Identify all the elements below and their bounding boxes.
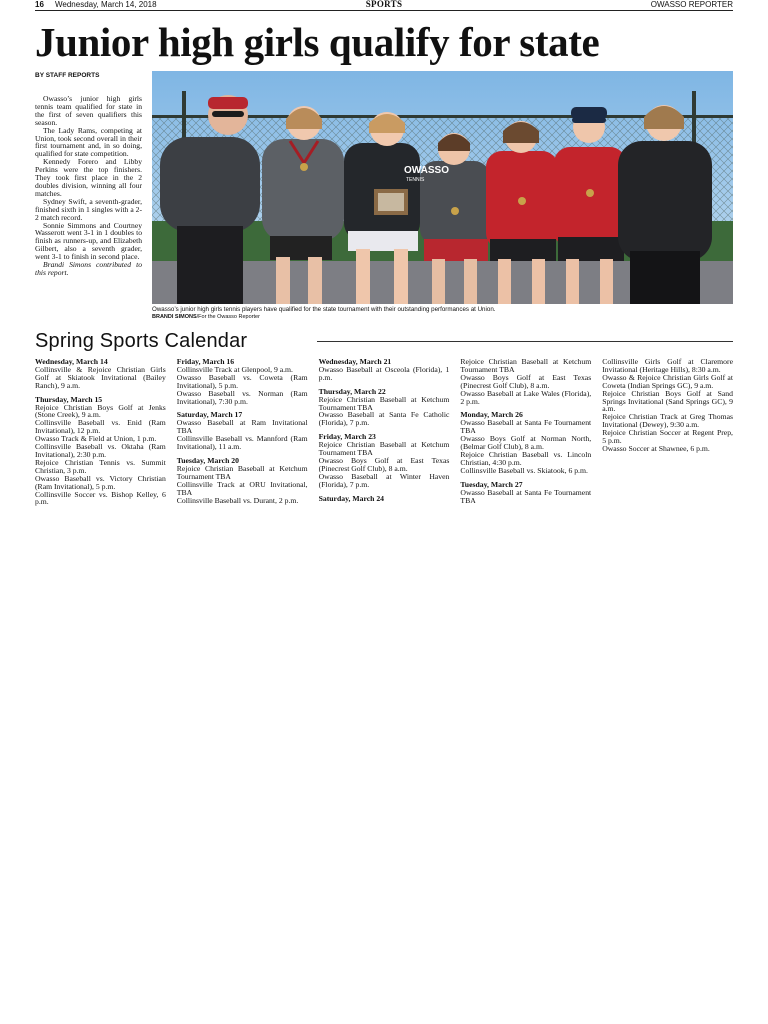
issue-date: Wednesday, March 14, 2018 xyxy=(55,0,157,9)
photo-caption: Owasso’s junior high girls tennis players have qualified for the state tournament with their outstanding performances at Union. xyxy=(152,306,496,313)
calendar-date: Wednesday, March 21 xyxy=(318,357,392,366)
calendar-event: Owasso Baseball at Santa Fe Tournament TBA xyxy=(460,487,592,505)
calendar-event: Owasso Boys Golf at East Texas (Pinecrest Golf Club), 8 a.m. xyxy=(318,455,450,473)
jersey-subtext: TENNIS xyxy=(406,177,425,183)
calendar-event: Owasso Baseball at Osceola (Florida), 1 p.m. xyxy=(318,364,450,382)
calendar-date: Friday, March 23 xyxy=(318,432,376,442)
calendar-date: Tuesday, March 20 xyxy=(176,455,239,465)
calendar-event: Owasso Track & Field at Union, 1 p.m. xyxy=(35,434,157,444)
photographer-name: BRANDI SIMONS xyxy=(152,314,197,320)
calendar-event: Rejoice Christian Baseball at Ketchum Tournament TBA xyxy=(460,357,592,374)
calendar-date: Thursday, March 22 xyxy=(318,386,386,396)
article-paragraph: The Lady Rams, competing at Union, took second overall in their first tournament and, in so doing, qualified for state competition. xyxy=(35,125,142,159)
calendar-event: Collinsville Track at ORU Invitational, TBA xyxy=(176,479,308,497)
calendar-date: Friday, March 16 xyxy=(176,357,235,366)
calendar-date: Monday, March 26 xyxy=(460,410,523,420)
calendar-event: Collinsville Baseball vs. Durant, 2 p.m. xyxy=(176,495,299,505)
calendar-event: Collinsville Baseball vs. Skiatook, 6 p.m. xyxy=(460,465,588,475)
calendar-event: Collinsville Baseball vs. Mannford (Ram Invitational), 11 a.m. xyxy=(176,434,308,452)
article-paragraph: Sonnie Simmons and Courtney Wasserott went 3-1 in 1 doubles to finish as runners-up, and Elizabeth Gilbert, also a seventh grader, went 3-1 to finish in second place. xyxy=(35,220,142,262)
article-paragraph: Sydney Swift, a seventh-grader, finished sixth in 1 singles with a 2-2 match record. xyxy=(35,196,142,222)
calendar-event: Rejoice Christian Track at Greg Thomas Invitational (Dewey), 9:30 a.m. xyxy=(602,412,733,430)
team-photo xyxy=(152,71,733,304)
calendar-event: Collinsville Track at Glenpool, 9 a.m. xyxy=(176,364,293,374)
calendar-event: Rejoice Christian Soccer at Regent Prep, 5 p.m. xyxy=(602,428,733,446)
heading-rule xyxy=(317,341,733,342)
calendar-event: Owasso Baseball at Winter Haven (Florida), 7 p.m. xyxy=(318,471,450,489)
calendar-event: Rejoice Christian Baseball at Ketchum Tournament TBA xyxy=(318,440,450,458)
calendar-date: Saturday, March 17 xyxy=(176,410,243,420)
calendar-event: Owasso Boys Golf at East Texas (Pinecrest Golf Club), 8 a.m. xyxy=(460,372,592,390)
calendar-event: Owasso Baseball at Santa Fe Catholic (Florida), 7 p.m. xyxy=(318,410,450,428)
byline: BY STAFF REPORTS xyxy=(35,72,100,79)
calendar-event: Owasso Baseball vs. Norman (Ram Invitational), 7:30 p.m. xyxy=(176,388,308,406)
contributor-note: Brandi Simons contributed to this report. xyxy=(35,260,142,277)
photographer-affiliation: /For the Owasso Reporter xyxy=(196,314,260,320)
calendar-event: Owasso Soccer at Shawnee, 6 p.m. xyxy=(602,443,710,453)
calendar-event: Rejoice Christian Baseball at Ketchum Tournament TBA xyxy=(318,394,450,412)
calendar-event: Owasso Baseball at Ram Invitational TBA xyxy=(176,418,308,436)
calendar-date: Saturday, March 24 xyxy=(318,493,385,503)
calendar-event: Collinsville Baseball vs. Enid (Ram Invitational), 12 p.m. xyxy=(35,418,166,436)
article-paragraph: Owasso’s junior high girls tennis team qualified for state in the first of seven qualifiers this season. xyxy=(35,94,142,127)
headline: Junior high girls qualify for state xyxy=(35,19,600,65)
calendar-date: Thursday, March 15 xyxy=(35,394,103,404)
publication-name: OWASSO REPORTER xyxy=(650,0,733,9)
article-paragraph: Kennedy Forero and Libby Perkins were the top finishers. They took first place in the 2 doubles division, winning all four matches. xyxy=(35,157,142,198)
calendar-event: Owasso Baseball at Lake Wales (Florida), 2 p.m. xyxy=(460,388,592,406)
calendar-heading xyxy=(35,329,733,353)
calendar-event: Collinsville Soccer vs. Bishop Kelley, 6 p.m. xyxy=(35,489,166,507)
photo-credit xyxy=(152,314,733,320)
team-photo-illustration xyxy=(152,71,733,304)
calendar-event: Collinsville Baseball vs. Oktaha (Ram Invitational), 2:30 p.m. xyxy=(35,442,166,459)
calendar-event: Owasso Boys Golf at Norman North, (Belmar Golf Club), 8 a.m. xyxy=(460,434,592,452)
calendar-date: Wednesday, March 14 xyxy=(35,357,108,366)
calendar-title: Spring Sports Calendar xyxy=(35,329,255,353)
calendar-listing xyxy=(35,358,733,518)
calendar-event: Owasso & Rejoice Christian Girls Golf at Coweta (Indian Springs GC), 9 a.m. xyxy=(602,372,733,390)
calendar-event: Collinsville Girls Golf at Claremore Invitational (Heritage Hills), 8:30 a.m. xyxy=(602,357,733,374)
calendar-event: Rejoice Christian Baseball vs. Lincoln Christian, 4:30 p.m. xyxy=(460,449,592,467)
calendar-date: Tuesday, March 27 xyxy=(460,479,523,489)
jersey-text: OWASSO xyxy=(404,165,450,176)
page-number: 16 xyxy=(35,0,44,9)
calendar-event: Rejoice Christian Boys Golf at Jenks (Stone Creek), 9 a.m. xyxy=(35,402,166,420)
calendar-event: Collinsville & Rejoice Christian Girls Golf at Skiatook Invitational (Bailey Ranch), 9 a.m. xyxy=(35,364,166,390)
calendar-event: Owasso Baseball at Santa Fe Tournament TBA xyxy=(460,418,592,436)
calendar-event: Rejoice Christian Tennis vs. Summit Christian, 3 p.m. xyxy=(35,457,166,475)
calendar-event: Owasso Baseball vs. Victory Christian (Ram Invitational), 5 p.m. xyxy=(35,473,166,491)
page-folio xyxy=(35,0,733,11)
article-body xyxy=(35,95,142,277)
calendar-event: Rejoice Christian Boys Golf at Sand Springs Invitational (Sand Springs GC), 9 a.m. xyxy=(602,388,733,414)
calendar-event: Owasso Baseball vs. Coweta (Ram Invitational), 5 p.m. xyxy=(176,372,308,390)
section-name: SPORTS xyxy=(365,0,403,9)
calendar-event: Rejoice Christian Baseball at Ketchum Tournament TBA xyxy=(176,463,308,481)
